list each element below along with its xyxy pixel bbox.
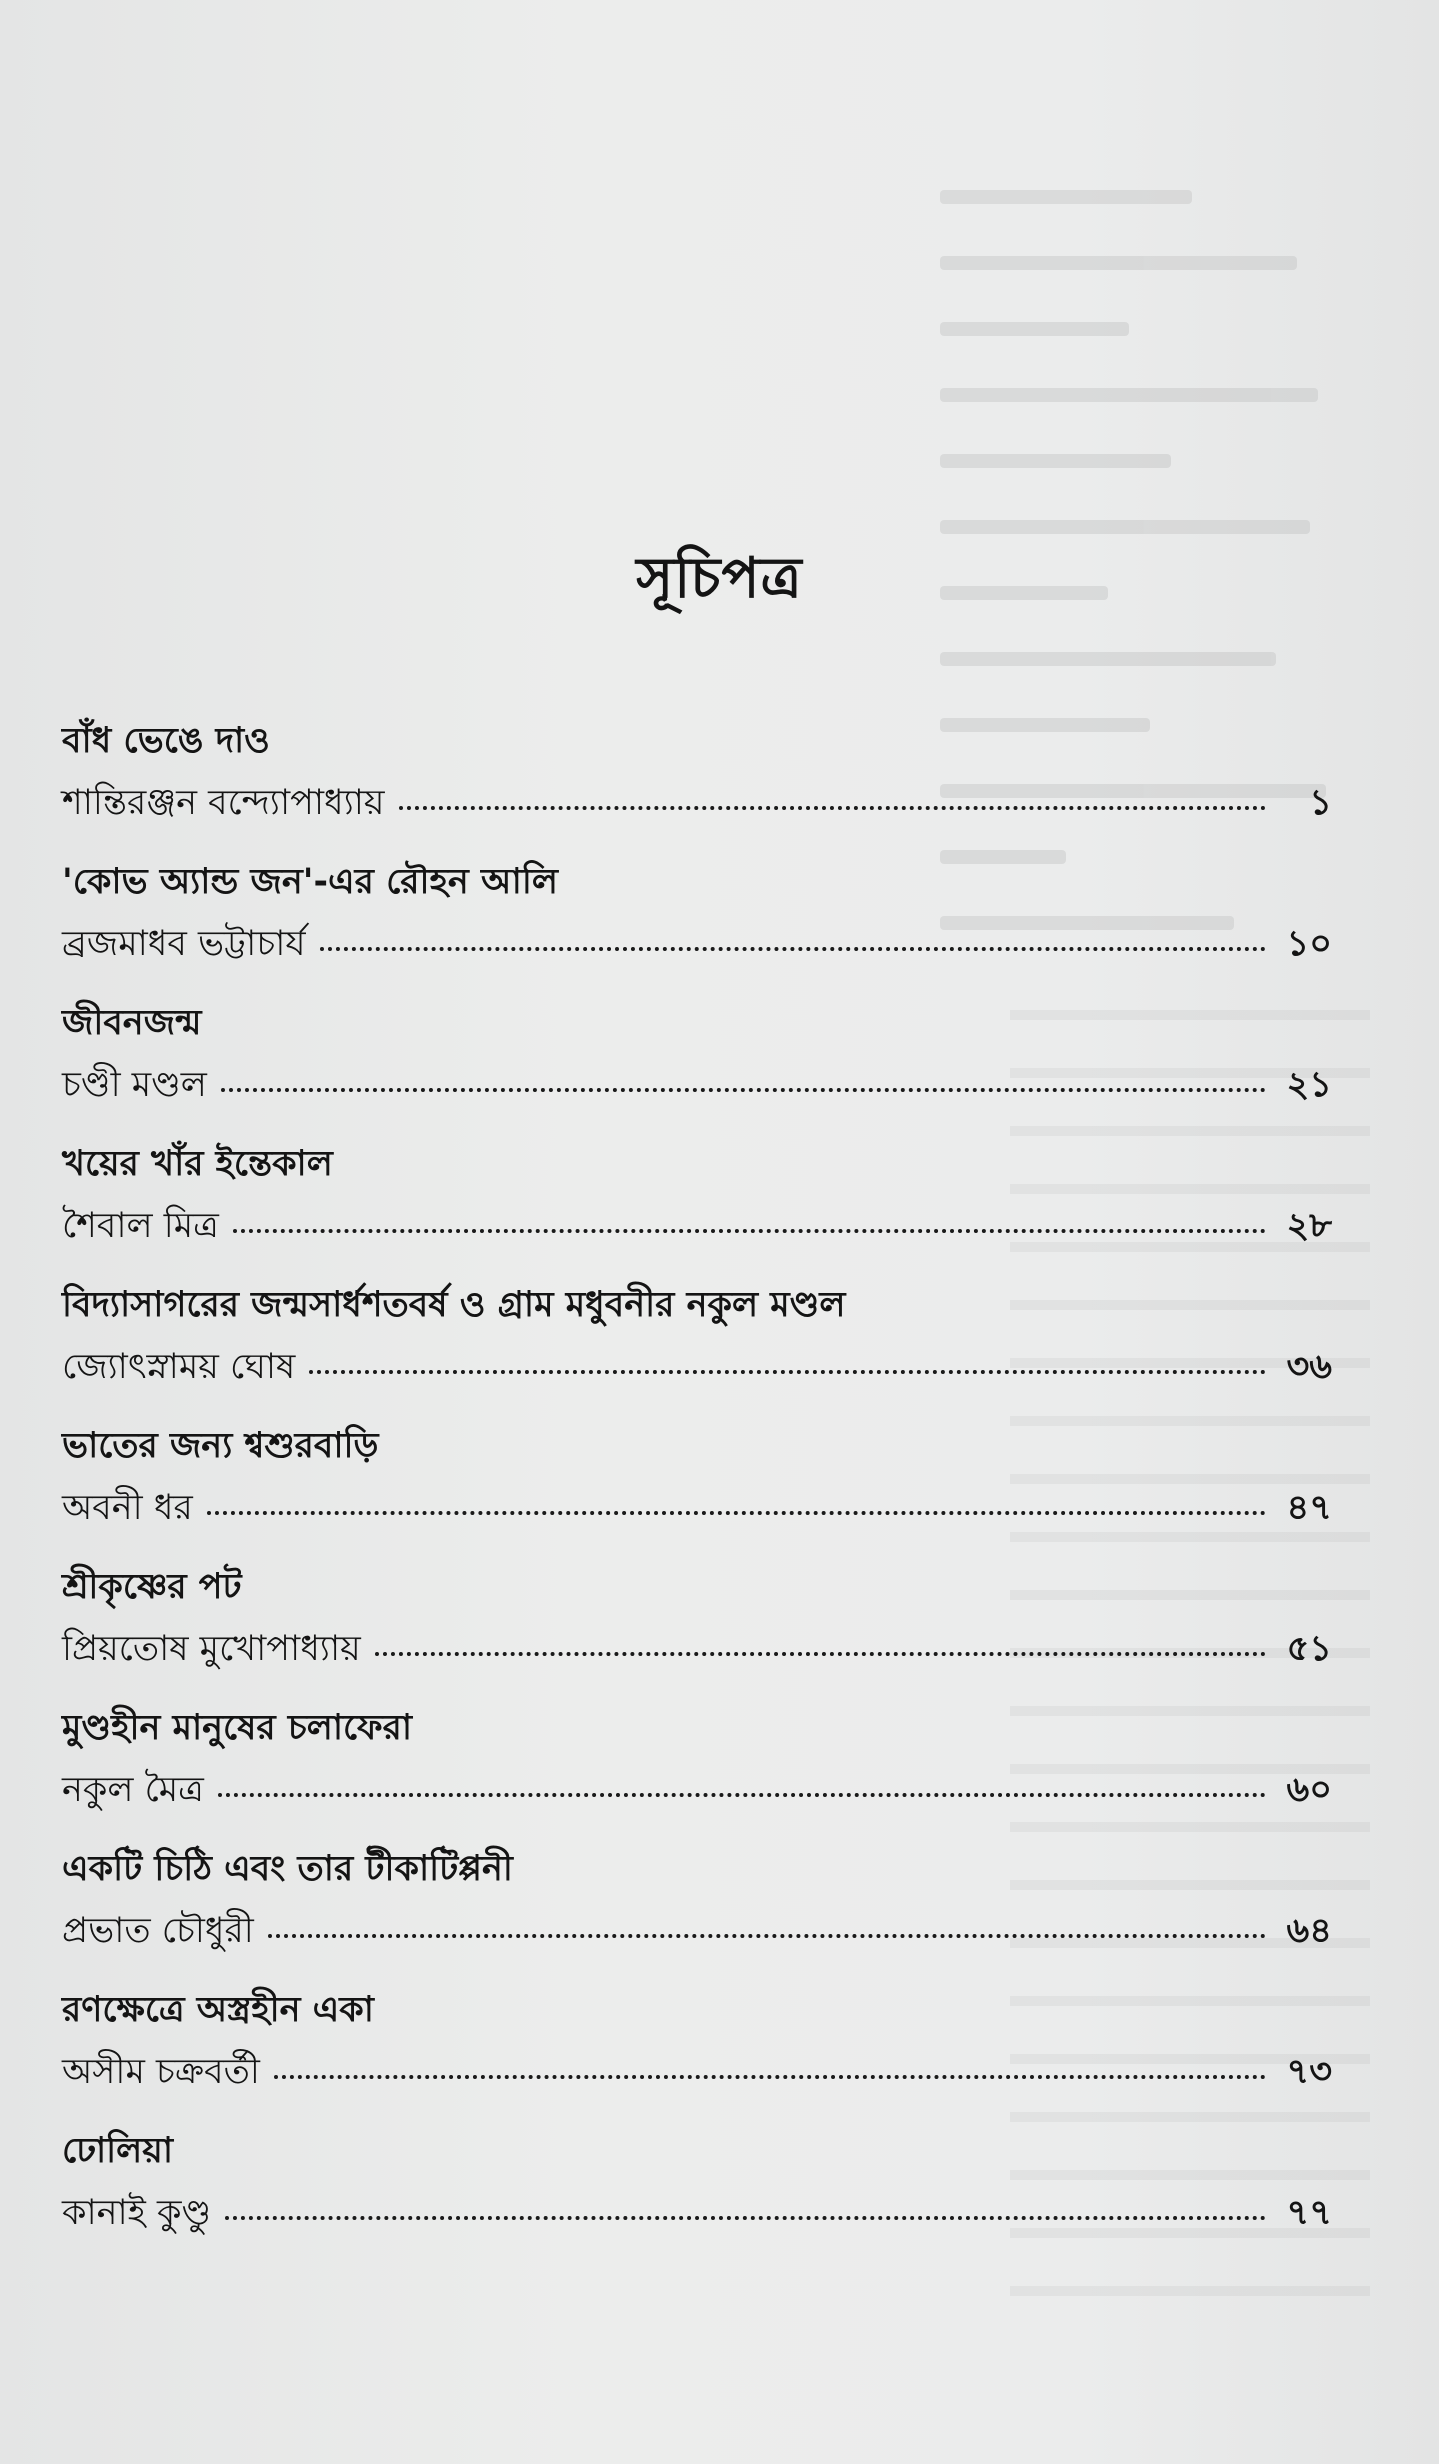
toc-entry[interactable] bbox=[62, 1705, 1332, 1846]
entry-title: খয়ের খাঁর ইন্তেকাল bbox=[62, 1144, 333, 1184]
entry-author: শৈবাল মিত্র bbox=[62, 1206, 219, 1246]
entry-page-number: ৬০ bbox=[1286, 1770, 1332, 1810]
entry-page-number: ১ bbox=[1309, 783, 1332, 823]
page-title: সূচিপত্র bbox=[636, 546, 803, 611]
entry-author: প্রিয়তোষ মুখোপাধ্যায় bbox=[62, 1629, 361, 1669]
entry-page-number: ৫১ bbox=[1286, 1629, 1332, 1669]
dot-leader bbox=[268, 1934, 1266, 1938]
toc-entry[interactable] bbox=[62, 1141, 1332, 1282]
entry-author: জ্যোৎস্নাময় ঘোষ bbox=[62, 1347, 296, 1387]
entry-author: প্রভাত চৌধুরী bbox=[62, 1911, 254, 1951]
dot-leader bbox=[309, 1370, 1266, 1374]
entry-line bbox=[62, 2049, 1332, 2095]
entry-page-number: ৭৭ bbox=[1286, 2193, 1332, 2233]
entry-title: জীবনজন্ম bbox=[62, 1003, 202, 1043]
dot-leader bbox=[207, 1511, 1266, 1515]
entry-page-number: ২৮ bbox=[1286, 1206, 1332, 1246]
entry-line bbox=[62, 1203, 1332, 1249]
toc-entry[interactable] bbox=[62, 1564, 1332, 1705]
entry-line bbox=[62, 2190, 1332, 2236]
dot-leader bbox=[218, 1793, 1266, 1797]
toc-entry[interactable] bbox=[62, 859, 1332, 1000]
entry-page-number: ৩৬ bbox=[1286, 1347, 1332, 1387]
entry-title: বিদ্যাসাগরের জন্মসার্ধশতবর্ষ ও গ্রাম মধুবনীর নকুল মণ্ডল bbox=[62, 1285, 846, 1325]
entry-line bbox=[62, 1626, 1332, 1672]
toc-entry[interactable] bbox=[62, 1000, 1332, 1141]
entry-line bbox=[62, 1767, 1332, 1813]
toc-entry[interactable] bbox=[62, 1987, 1332, 2128]
entry-title: ঢোলিয়া bbox=[62, 2131, 174, 2171]
entry-author: ব্রজমাধব ভট্টাচার্য bbox=[62, 924, 306, 964]
entry-page-number: ১০ bbox=[1286, 924, 1332, 964]
entry-page-number: ২১ bbox=[1286, 1065, 1332, 1105]
entry-author: অবনী ধর bbox=[62, 1488, 193, 1528]
entry-title: রণক্ষেত্রে অস্ত্রহীন একা bbox=[62, 1990, 374, 2030]
entry-line bbox=[62, 780, 1332, 826]
entry-author: অসীম চক্রবর্তী bbox=[62, 2052, 260, 2092]
entry-title: একটি চিঠি এবং তার টীকাটিপ্পনী bbox=[62, 1849, 513, 1889]
entry-page-number: ৭৩ bbox=[1286, 2052, 1332, 2092]
toc-entry[interactable] bbox=[62, 2128, 1332, 2269]
entry-title: 'কোভ অ্যান্ড জন'-এর রৌহন আলি bbox=[62, 862, 558, 902]
dot-leader bbox=[375, 1652, 1266, 1656]
toc-entry[interactable] bbox=[62, 1423, 1332, 1564]
entry-page-number: ৬৪ bbox=[1286, 1911, 1332, 1951]
entry-title: বাঁধ ভেঙে দাও bbox=[62, 721, 270, 761]
entry-author: শান্তিরঞ্জন বন্দ্যোপাধ্যায় bbox=[62, 783, 385, 823]
toc-entry[interactable] bbox=[62, 1846, 1332, 1987]
entry-line bbox=[62, 1485, 1332, 1531]
entry-line bbox=[62, 1062, 1332, 1108]
entry-page-number: ৪৭ bbox=[1286, 1488, 1332, 1528]
table-of-contents bbox=[62, 718, 1332, 2269]
entry-title: মুণ্ডহীন মানুষের চলাফেরা bbox=[62, 1708, 413, 1748]
dot-leader bbox=[274, 2075, 1266, 2079]
entry-title: শ্রীকৃষ্ণের পট bbox=[62, 1567, 242, 1607]
entry-line bbox=[62, 1908, 1332, 1954]
entry-line bbox=[62, 921, 1332, 967]
dot-leader bbox=[399, 806, 1266, 810]
dot-leader bbox=[233, 1229, 1266, 1233]
toc-entry[interactable] bbox=[62, 718, 1332, 859]
entry-title: ভাতের জন্য শ্বশুরবাড়ি bbox=[62, 1426, 379, 1466]
dot-leader bbox=[225, 2216, 1266, 2220]
entry-line bbox=[62, 1344, 1332, 1390]
toc-entry[interactable] bbox=[62, 1282, 1332, 1423]
dot-leader bbox=[221, 1088, 1266, 1092]
entry-author: নকুল মৈত্র bbox=[62, 1770, 204, 1810]
entry-author: চণ্ডী মণ্ডল bbox=[62, 1065, 207, 1105]
dot-leader bbox=[320, 947, 1266, 951]
entry-author: কানাই কুণ্ডু bbox=[62, 2193, 212, 2233]
